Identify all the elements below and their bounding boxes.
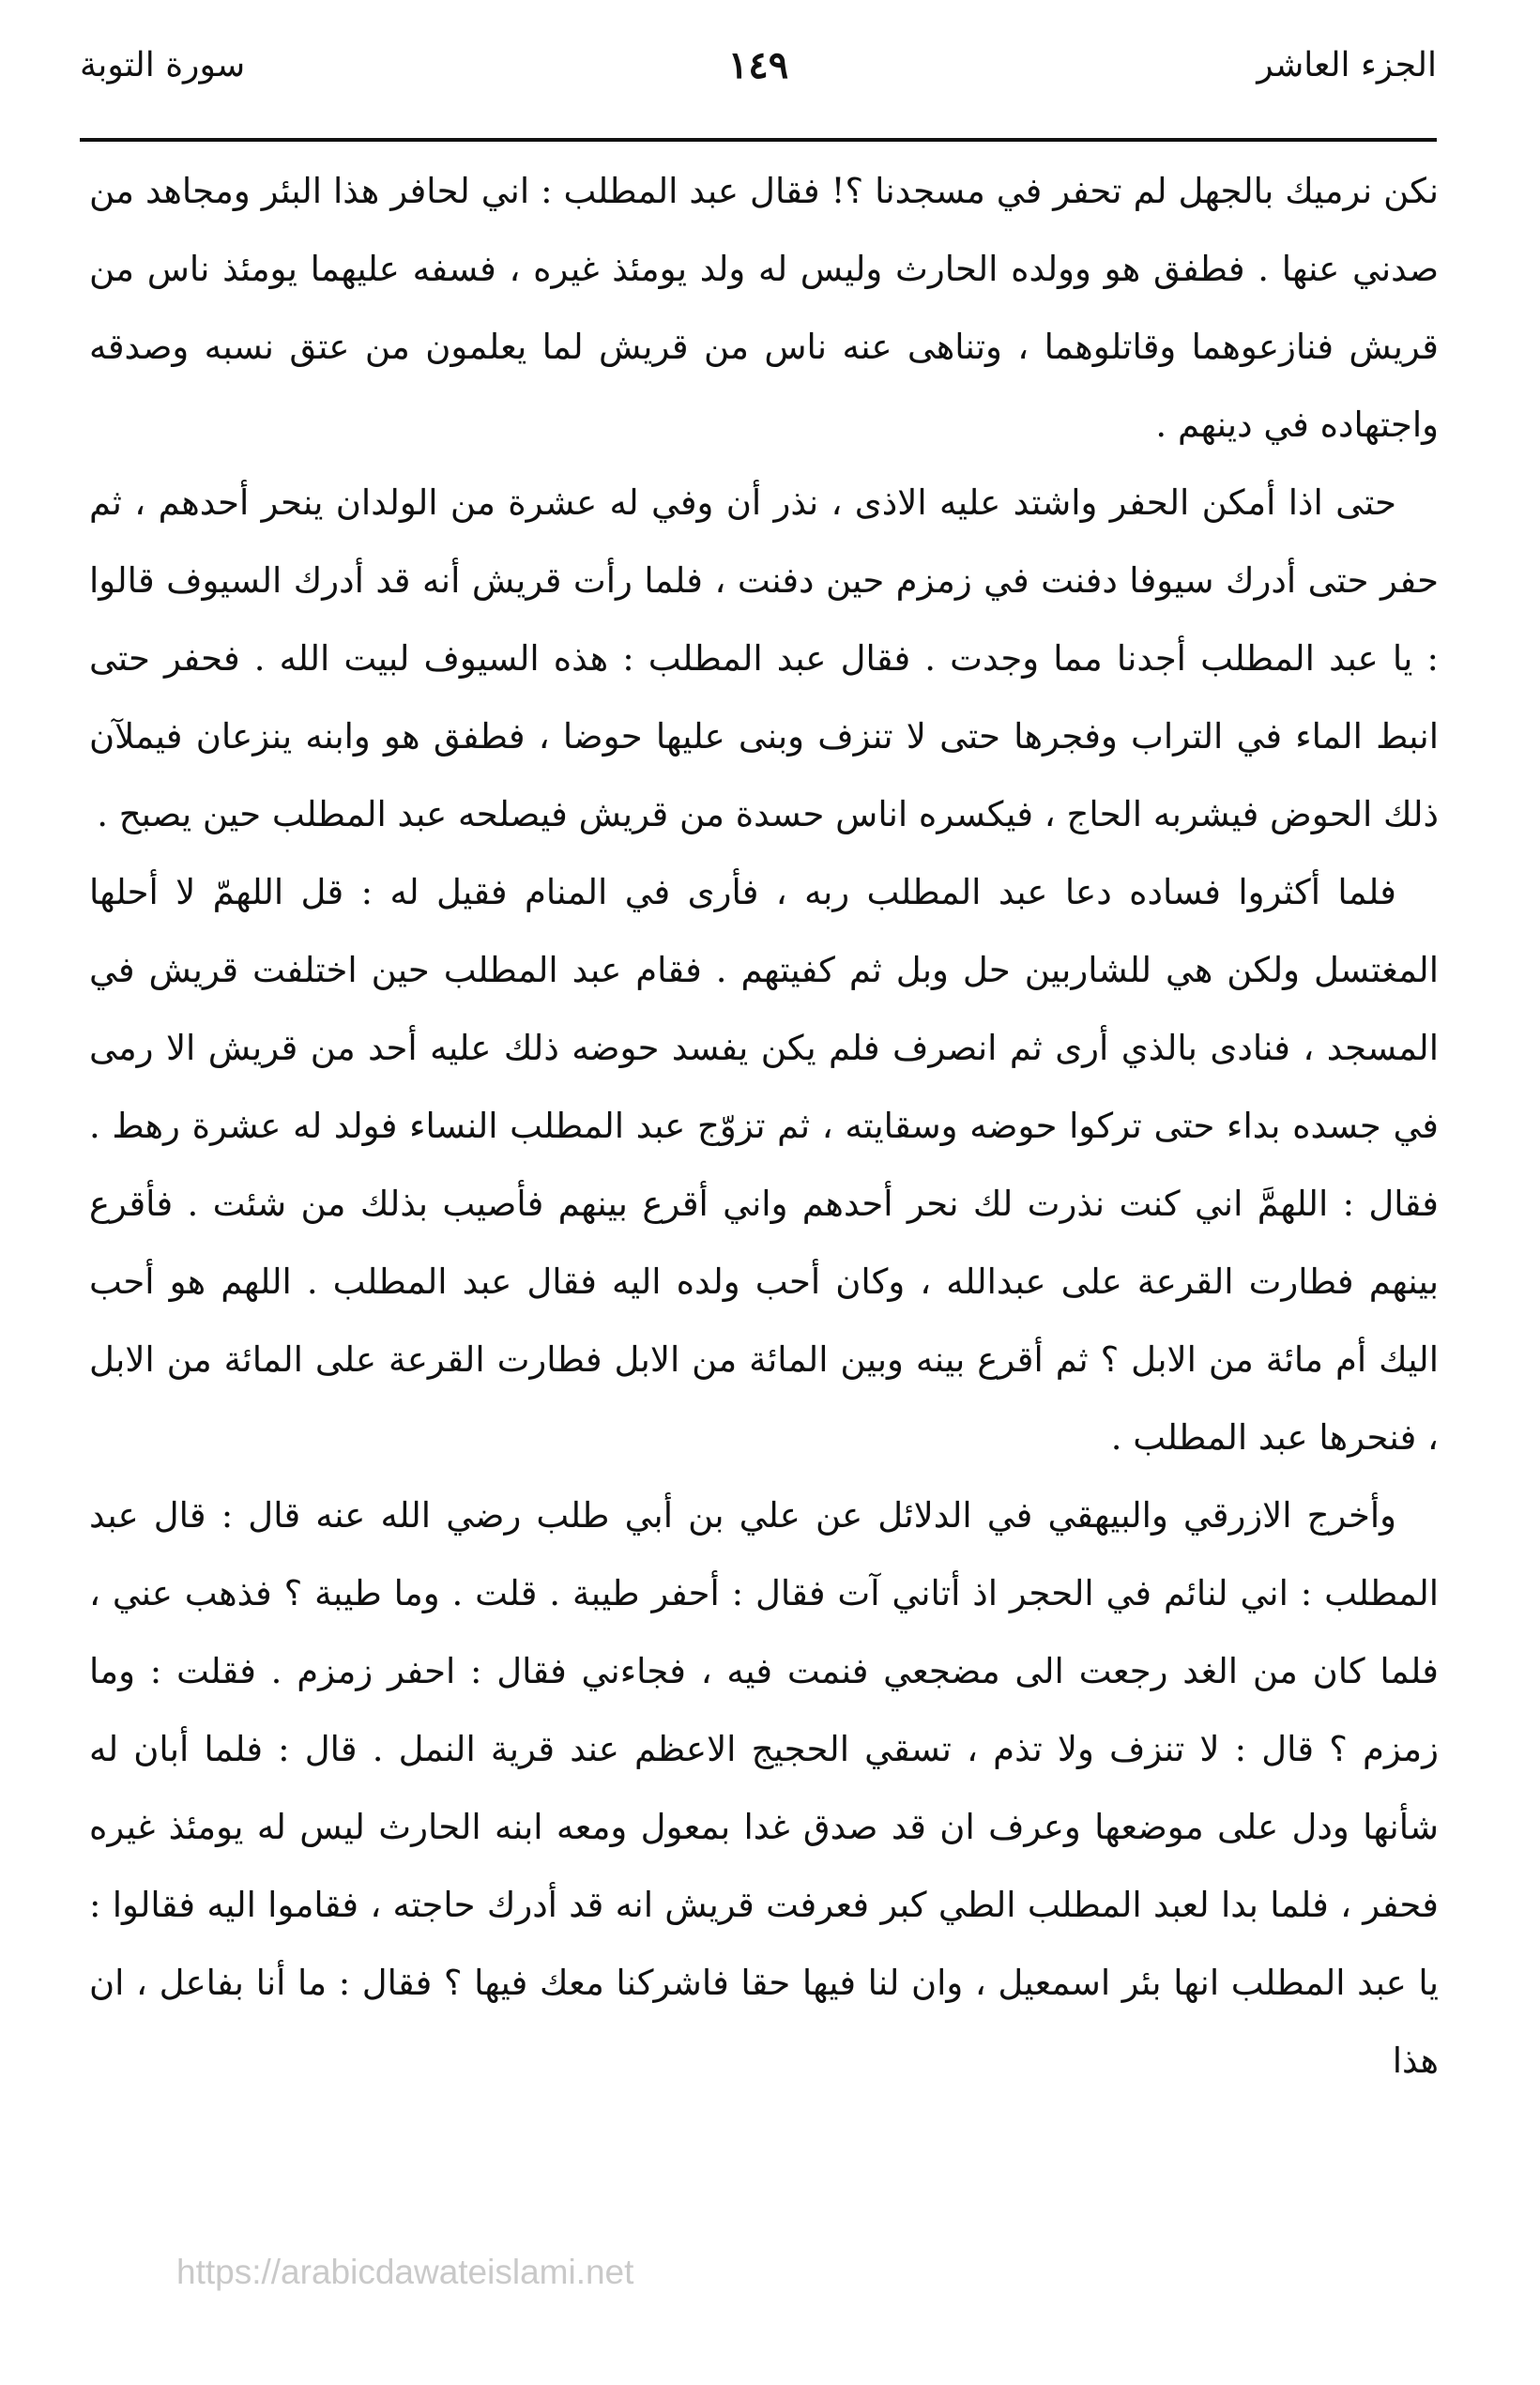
page-number: ١٤٩ [727,43,789,87]
paragraph-4: وأخرج الازرقي والبيهقي في الدلائل عن علي بن أبي طلب رضي الله عنه قال : قال عبد المطلب : اني لنائم في الحجر اذ أتاني آت فقال : أحفر طيبة . قلت . وما طيبة ؟ فذهب عني ، فلما كان من الغد رجعت الى مضجعي فنمت فيه ، فجاءني فقال : احفر زمزم . فقلت : وما زمزم ؟ قال : لا تنزف ولا تذم ، تسقي الحجيج الاعظم عند قرية النمل . قال : فلما أبان له شأنها ودل على موضعها وعرف ان قد صدق غدا بمعول ومعه ابنه الحارث ليس له يومئذ غيره فحفر ، فلما بدا لعبد المطلب الطي كبر فعرفت قريش انه قد أدرك حاجته ، فقاموا اليه فقالوا : يا عبد المطلب انها بئر اسمعيل ، وان لنا فيها حقا فاشركنا معك فيها ؟ فقال : ما أنا بفاعل ، ان هذا [89,1495,1440,2081]
body-text [89,152,1439,2100]
header-rule [80,138,1437,142]
surah-title: سورة التوبة [80,46,246,84]
paragraph-2: حتى اذا أمكن الحفر واشتد عليه الاذى ، نذر أن وفي له عشرة من الولدان ينحر أحدهم ، ثم حفر حتى أدرك سيوفا دفنت في زمزم حين دفنت ، فلما رأت قريش أنه قد أدرك السيوف قالوا : يا عبد المطلب أجدنا مما وجدت . فقال عبد المطلب : هذه السيوف لبيت الله . فحفر حتى انبط الماء في التراب وفجرها حتى لا تنزف وبنى عليها حوضا ، فطفق هو وابنه ينزعان فيملآن ذلك الحوض فيشربه الحاج ، فيكسره اناس حسدة من قريش فيصلحه عبد المطلب حين يصبح . [89,482,1439,834]
page-header [80,38,1437,103]
part-title: الجزء العاشر [1257,46,1437,84]
paragraph-1: نكن نرميك بالجهل لم تحفر في مسجدنا ؟! فقال عبد المطلب : اني لحافر هذا البئر ومجاهد من صدني عنها . فطفق هو وولده الحارث وليس له ولد يومئذ غيره ، فسفه عليهما يومئذ ناس من قريش فنازعوهما وقاتلوهما ، وتناهى عنه ناس من قريش لما يعلمون من عتق نسبه وصدقه واجتهاده في دينهم . [89,171,1439,445]
watermark-url: https://arabicdawateislami.net [176,2253,634,2291]
paragraph-3: فلما أكثروا فساده دعا عبد المطلب ربه ، فأرى في المنام فقيل له : قل اللهمّ لا أحلها المغتسل ولكن هي للشاربين حل وبل ثم كفيتهم . فقام عبد المطلب حين اختلفت قريش في المسجد ، فنادى بالذي أرى ثم انصرف فلم يكن يفسد حوضه ذلك عليه أحد من قريش الا رمى في جسده بداء حتى تركوا حوضه وسقايته ، ثم تزوّج عبد المطلب النساء فولد له عشرة رهط . فقال : اللهمَّ اني كنت نذرت لك نحر أحدهم واني أقرع بينهم فأصيب بذلك من شئت . فأقرع بينهم فطارت القرعة على عبدالله ، وكان أحب ولده اليه فقال عبد المطلب . اللهم هو أحب اليك أم مائة من الابل ؟ ثم أقرع بينه وبين المائة من الابل فطارت القرعة على المائة من الابل ، فنحرها عبد المطلب . [89,872,1439,1458]
